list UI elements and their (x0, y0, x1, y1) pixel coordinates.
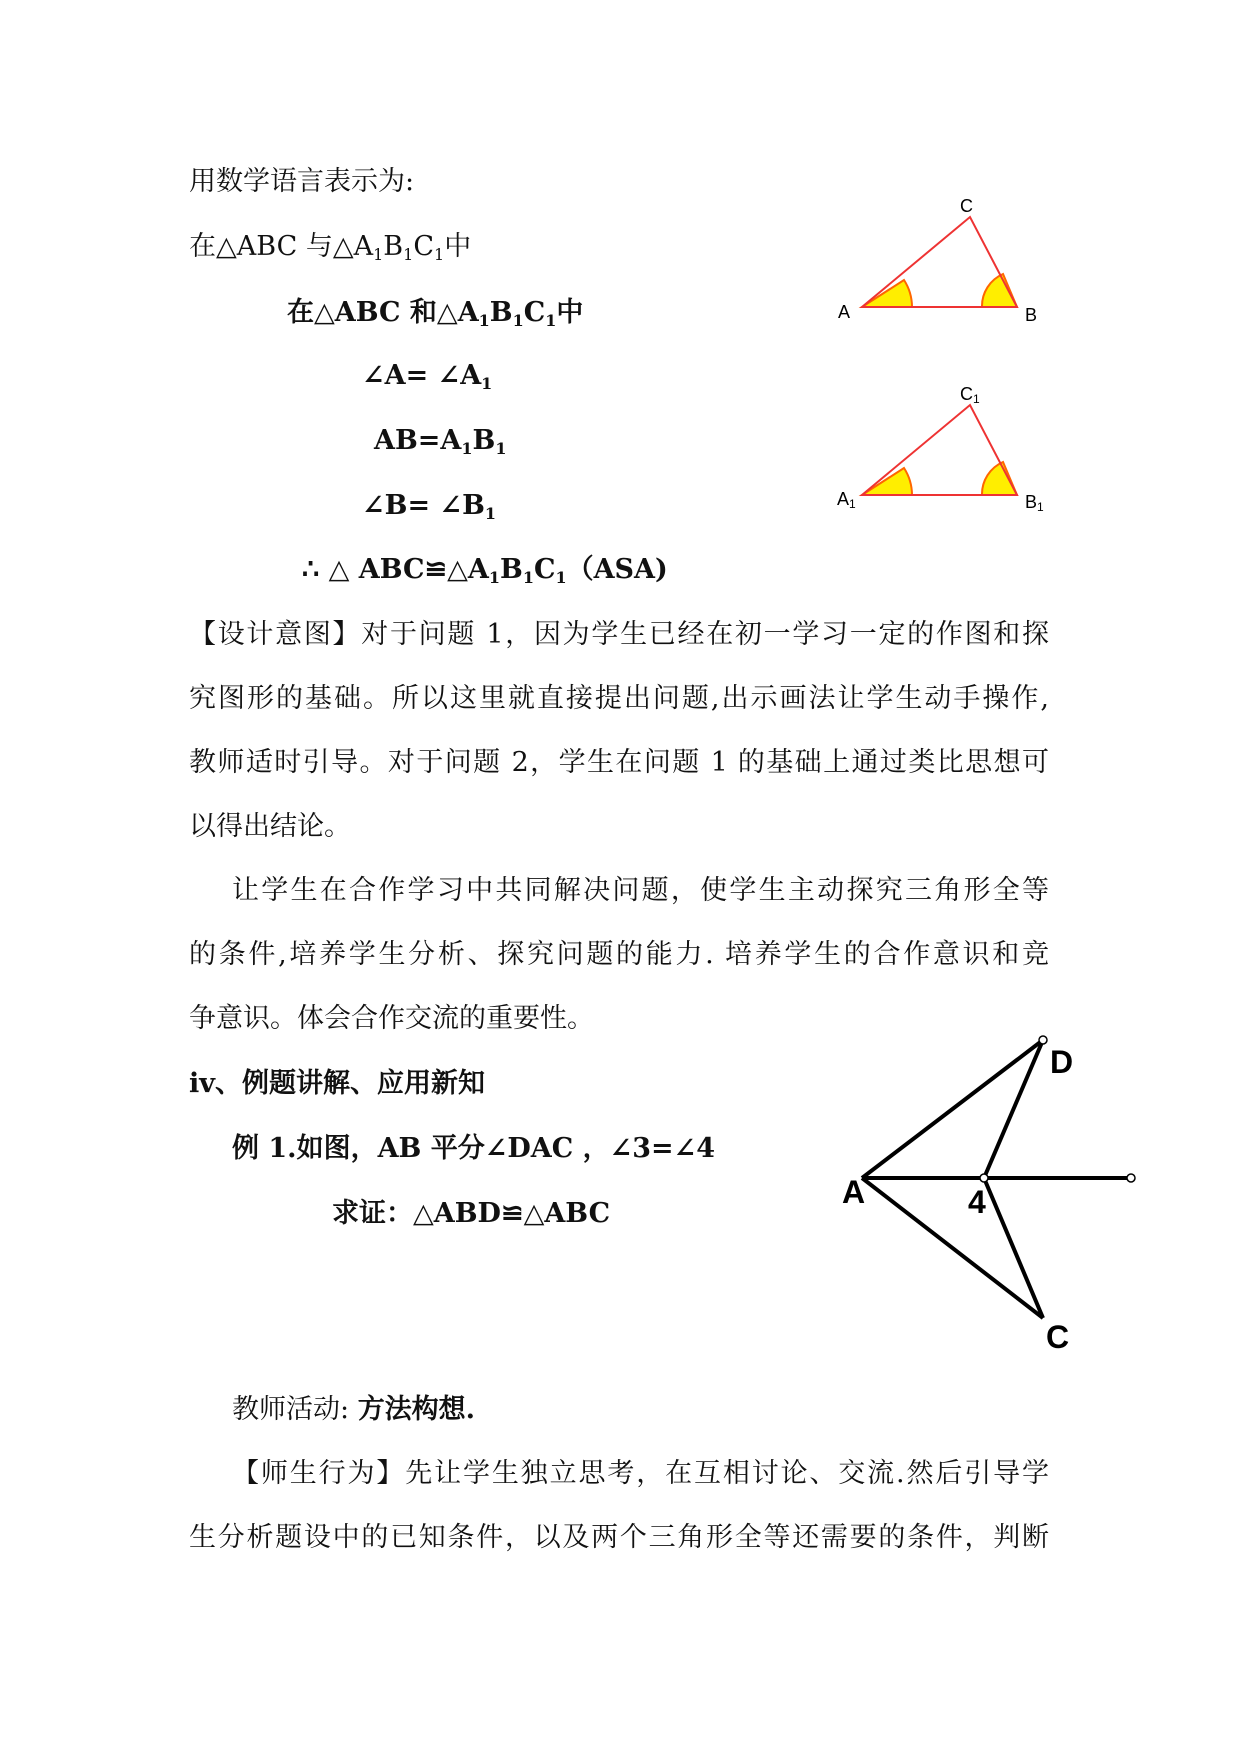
design-intent-line-2: 究图形的基础。所以这里就直接提出问题,出示画法让学生动手操作, (189, 683, 1049, 714)
vertex-c1-label: C1 (960, 384, 980, 406)
section-heading: ⅳ、例题讲解、应用新知 (189, 1068, 485, 1099)
example-statement: 例 1.如图，AB 平分∠DAC ，∠3=∠4 (232, 1133, 716, 1164)
vertex-a1-label: A1 (837, 489, 856, 511)
vertex-b1-label: B1 (1025, 492, 1044, 514)
point-d (1039, 1036, 1047, 1044)
design-intent-line-3: 教师适时引导。对于问题 2，学生在问题 1 的基础上通过类比思想可 (189, 747, 1049, 778)
angle-a-marker (862, 280, 912, 307)
ray-end-point (1127, 1174, 1135, 1182)
label-a: A (842, 1174, 866, 1210)
teacher-student-line-2: 生分析题设中的已知条件，以及两个三角形全等还需要的条件，判断 (189, 1522, 1049, 1553)
cooperation-line-3: 争意识。体会合作交流的重要性。 (189, 1003, 594, 1034)
prove-statement: 求证：△ABD≌△ABC (332, 1198, 611, 1229)
point-b (980, 1174, 988, 1182)
design-intent-line-1: 【设计意图】对于问题 1，因为学生已经在初一学习一定的作图和探 (189, 619, 1049, 650)
teacher-student-line-1: 【师生行为】先让学生独立思考，在互相讨论、交流.然后引导学 (232, 1458, 1049, 1489)
vertex-a-label: A (838, 302, 851, 322)
proof-angle-b: ∠B= $\angle B_1$ (362, 490, 497, 523)
teacher-activity-method: 方法构想. (357, 1394, 476, 1425)
angle-a1-marker (862, 468, 912, 495)
design-intent-line-4: 以得出结论。 (189, 811, 351, 842)
proof-conclusion: ∴ △ $ABC≌\triangle A_1B_1C_1(ASA)$ (302, 554, 668, 587)
segment-ad (862, 1040, 1043, 1178)
label-angle-4: 4 (968, 1184, 986, 1220)
angle-b-marker (982, 274, 1017, 307)
proof-angle-a: ∠A= $\angle A_1$ (362, 360, 493, 393)
label-d: D (1050, 1044, 1074, 1080)
label-c: C (1046, 1319, 1070, 1350)
segment-ac (862, 1178, 1043, 1318)
example-figure (830, 1030, 1160, 1350)
cooperation-line-1: 让学生在合作学习中共同解决问题，使学生主动探究三角形全等 (232, 875, 1049, 906)
proof-side-ab: $AB=A_1B_1$ (374, 425, 507, 458)
cooperation-line-2: 的条件,培养学生分析、探究问题的能力. 培养学生的合作意识和竞 (189, 939, 1049, 970)
intro-line: 用数学语言表示为: (189, 166, 415, 197)
triangle-statement: 在△ABC 与$\triangle A_1B_1C_1$中 (189, 231, 472, 264)
triangle-a1b1c1-diagram (820, 383, 1060, 518)
proof-given-header: 在△ABC 和$\triangle A_1B_1C_1$中 (287, 297, 584, 330)
triangle-abc-diagram (820, 195, 1060, 330)
vertex-c-label: C (960, 196, 973, 216)
angle-b1-marker (982, 462, 1017, 495)
teacher-activity: 教师活动: 方法构想. (232, 1394, 476, 1425)
vertex-b-label: B (1025, 305, 1038, 325)
